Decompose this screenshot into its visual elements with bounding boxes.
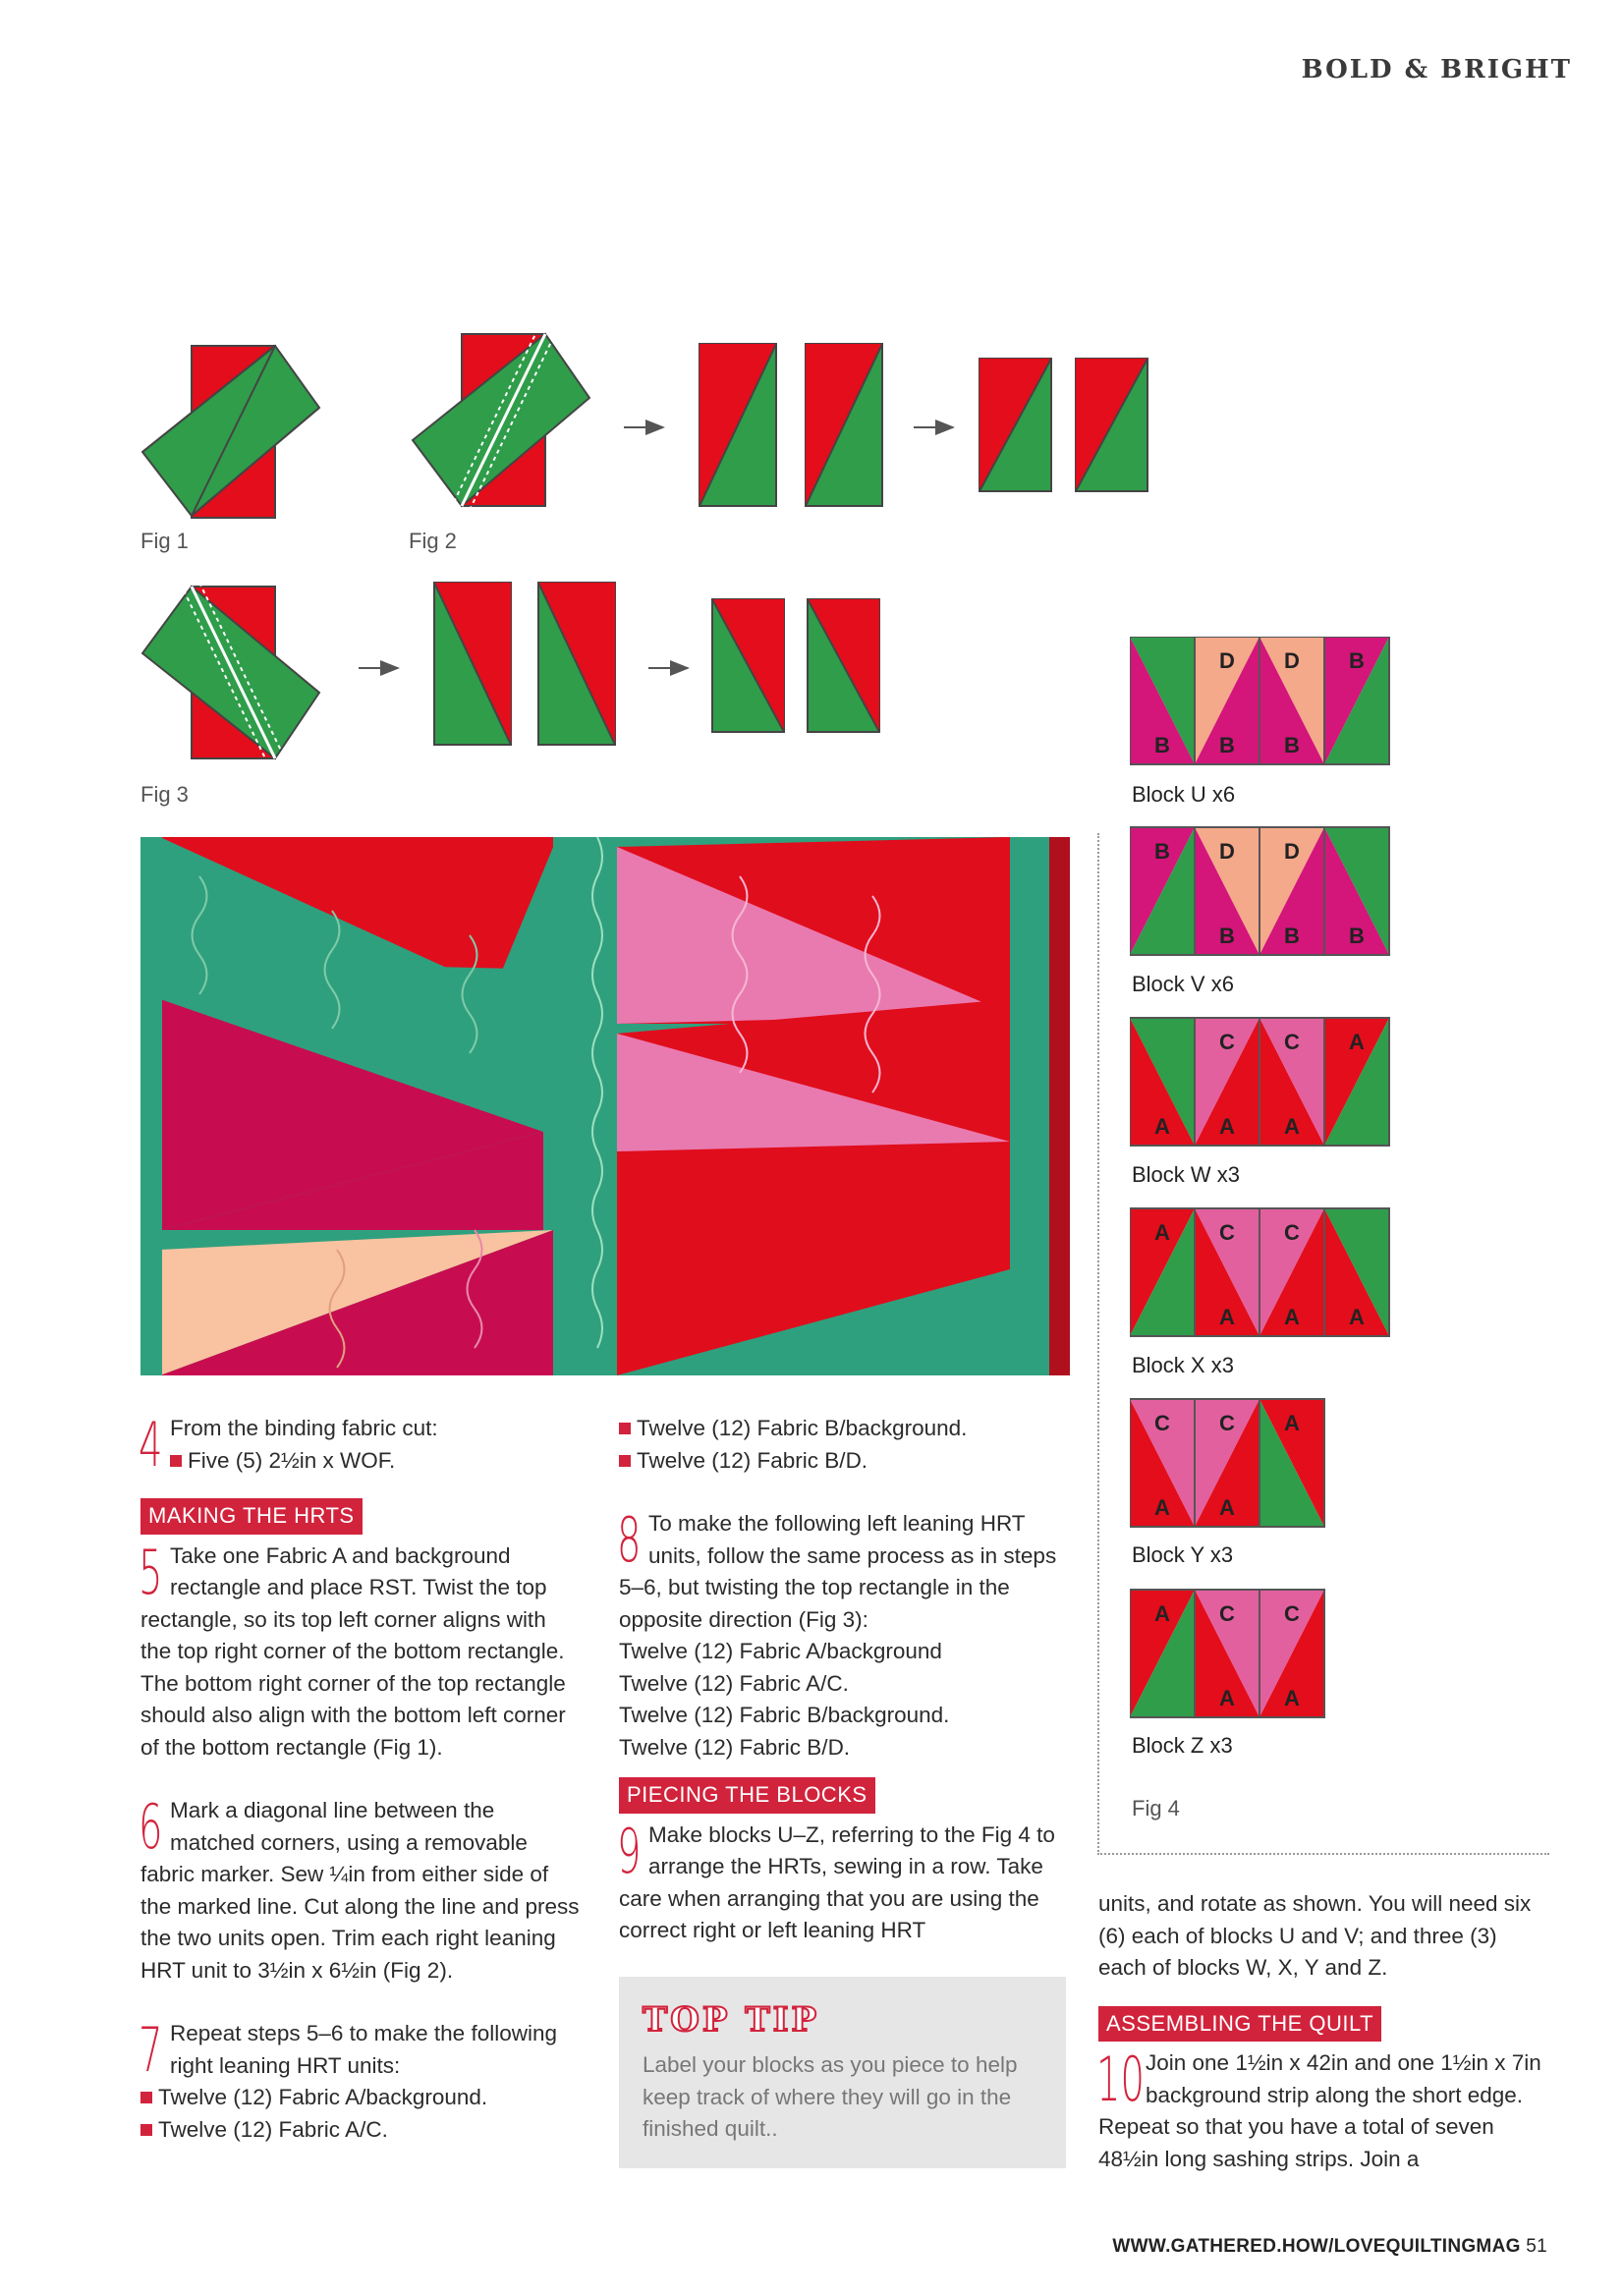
step-number: 5 (139, 1536, 163, 1608)
step-10 (1096, 2044, 1550, 2175)
section-title: BOLD & BRIGHT (1301, 55, 1572, 84)
fabric-letter-bottom: A (1349, 1305, 1365, 1329)
fabric-letter-top: C (1284, 1220, 1300, 1245)
step-text: From the binding fabric cut: (170, 1416, 438, 1440)
step-7 (139, 2014, 583, 2146)
step-4 (139, 1409, 583, 1481)
block-u-label: Block U x6 (1132, 782, 1236, 807)
heading-assembling-quilt: ASSEMBLING THE QUILT (1098, 2006, 1381, 2043)
top-tip-title: TOP TIP (643, 2000, 820, 2040)
fabric-letter-top: D (1284, 839, 1300, 864)
fig1-diagram (142, 346, 319, 518)
block-w-label: Block W x3 (1132, 1162, 1241, 1187)
block-diagram (1130, 827, 1389, 955)
fabric-letter-bottom: A (1284, 1305, 1300, 1329)
block-diagram (1130, 1399, 1324, 1527)
fabric-letter-top: A (1154, 1220, 1170, 1245)
bullet-icon (140, 2092, 152, 2103)
page-number: 51 (1526, 2236, 1547, 2257)
top-tip-box (619, 1977, 1066, 2168)
fabric-letter-bottom: B (1284, 924, 1300, 948)
bullet-item: Twelve (12) Fabric B/background. (619, 1413, 1061, 1445)
fabric-letter-top: A (1154, 1601, 1170, 1626)
block-diagram (1130, 1590, 1324, 1717)
column-3 (1098, 1888, 1550, 2175)
fabric-letter-top: A (1284, 1411, 1300, 1435)
fabric-letter-bottom: A (1219, 1686, 1235, 1710)
bullet-icon (140, 2124, 152, 2136)
step-5 (139, 1536, 583, 1764)
fabric-letter-top: D (1219, 839, 1235, 864)
step-text: Mark a diagonal line between the matched corners, using a removable fabric marker. Sew ¼in from either side of the marked line. Cut along the line and press the two units open. Trim each right leaning HRT unit to 3½in x 6½in (Fig 2). (140, 1798, 580, 1983)
fabric-letter-top: C (1284, 1030, 1300, 1054)
fig3-diagram (142, 583, 319, 762)
fig3-label: Fig 3 (140, 782, 189, 807)
fabric-letter-bottom: A (1284, 1686, 1300, 1710)
hrt-line: Twelve (12) Fabric A/C. (619, 1670, 849, 1696)
step-8 (617, 1504, 1061, 1764)
fabric-letter-top: D (1284, 648, 1300, 673)
fabric-letter-bottom: B (1349, 924, 1365, 948)
step-number: 9 (617, 1815, 642, 1887)
fabric-letter-top: A (1349, 1030, 1365, 1054)
fig4-panel-border-bottom (1097, 1853, 1549, 1857)
fabric-letter-bottom: B (1219, 924, 1235, 948)
hrt-line: Twelve (12) Fabric B/D. (619, 1734, 851, 1760)
footer-url[interactable]: WWW.GATHERED.HOW/LOVEQUILTINGMAG (1112, 2236, 1521, 2257)
block-v-label: Block V x6 (1132, 972, 1234, 996)
fabric-letter-top: B (1349, 648, 1365, 673)
fig2-cut-units (700, 344, 882, 506)
fabric-letter-bottom: B (1284, 733, 1300, 757)
hrt-line: Twelve (12) Fabric A/background (619, 1639, 942, 1663)
fabric-letter-bottom: A (1154, 1114, 1170, 1139)
step-number: 4 (139, 1409, 163, 1481)
fabric-letter-bottom: B (1154, 733, 1170, 757)
fig3-trimmed-units (712, 599, 879, 732)
fabric-letter-bottom: A (1154, 1495, 1170, 1520)
fig2-label: Fig 2 (409, 529, 457, 553)
fabric-letter-bottom: B (1219, 733, 1235, 757)
heading-making-hrts: MAKING THE HRTS (140, 1498, 363, 1535)
fabric-letter-top: C (1284, 1601, 1300, 1626)
fabric-letter-bottom: A (1284, 1114, 1300, 1139)
fabric-letter-bottom: A (1219, 1114, 1235, 1139)
step-number: 6 (139, 1791, 163, 1863)
step-number: 8 (617, 1504, 642, 1576)
step-number: 7 (139, 2014, 163, 2086)
footer (1112, 2236, 1547, 2258)
bullet-item: Twelve (12) Fabric A/C. (140, 2114, 583, 2147)
step-text: Join one 1½in x 42in and one 1½in x 7in background strip along the short edge. Repeat so that you have a total of seven 48½in long sashing strips. Join a (1098, 2050, 1541, 2171)
block-diagram (1130, 1018, 1389, 1146)
fabric-letter-top: C (1154, 1411, 1170, 1435)
hrt-diagrams (128, 319, 1189, 781)
bullet-item: Five (5) 2½in x WOF. (140, 1445, 583, 1478)
heading-piecing-blocks: PIECING THE BLOCKS (619, 1777, 875, 1814)
quilt-photo (140, 837, 1070, 1375)
step-number: 10 (1096, 2044, 1145, 2115)
continued-text: units, and rotate as shown. You will need six (6) each of blocks U and V; and three (3) each of blocks W, X, Y and Z. (1098, 1891, 1532, 1980)
block-y-label: Block Y x3 (1132, 1542, 1234, 1567)
hrt-line: Twelve (12) Fabric B/background. (619, 1703, 950, 1727)
fabric-letter-top: C (1219, 1220, 1235, 1245)
step-text: Take one Fabric A and background rectangle and place RST. Twist the top rectangle, so its top left corner aligns with the top right corner of the bottom rectangle. The bottom right corner of the top rectangle should also align with the bottom left corner of the bottom rectangle (Fig 1). (140, 1542, 566, 1760)
step-6 (139, 1791, 583, 1987)
block-diagram (1130, 637, 1389, 764)
column-2 (619, 1413, 1061, 1947)
block-diagram (1130, 1208, 1389, 1336)
fabric-letter-top: D (1219, 648, 1235, 673)
fabric-letter-top: C (1219, 1411, 1235, 1435)
bullet-item: Twelve (12) Fabric A/background. (140, 2082, 583, 2114)
bullet-icon (619, 1423, 631, 1434)
step-text: Make blocks U–Z, referring to the Fig 4 to arrange the HRTs, sewing in a row. Take care when arranging that you are using the correct right or left leaning HRT (619, 1821, 1055, 1942)
bullet-icon (170, 1455, 182, 1467)
top-tip-text: Label your blocks as you piece to help keep track of where they will go in the finished quilt.. (643, 2052, 1018, 2141)
fig4-panel-border-left (1097, 833, 1101, 1855)
column-1 (139, 1409, 583, 2146)
block-z-label: Block Z x3 (1132, 1733, 1233, 1758)
fig2-diagram (413, 330, 589, 510)
fig2-trimmed-units (979, 359, 1147, 491)
step-text: Repeat steps 5–6 to make the following right leaning HRT units: (170, 2021, 557, 2078)
bullet-item: Twelve (12) Fabric B/D. (619, 1445, 1061, 1478)
fabric-letter-top: C (1219, 1601, 1235, 1626)
fig3-cut-units (434, 583, 615, 745)
fabric-letter-bottom: A (1219, 1495, 1235, 1520)
step-text: To make the following left leaning HRT units, follow the same process as in steps 5–6, but twisting the top rectangle in the opposite direction (Fig 3): (619, 1511, 1057, 1632)
fig4-label: Fig 4 (1132, 1796, 1180, 1820)
block-x-label: Block X x3 (1132, 1353, 1234, 1377)
step-9 (617, 1815, 1061, 1947)
bullet-icon (619, 1455, 631, 1467)
fig1-label: Fig 1 (140, 529, 189, 553)
fabric-letter-bottom: A (1219, 1305, 1235, 1329)
fabric-letter-top: B (1154, 839, 1170, 864)
fabric-letter-top: C (1219, 1030, 1235, 1054)
